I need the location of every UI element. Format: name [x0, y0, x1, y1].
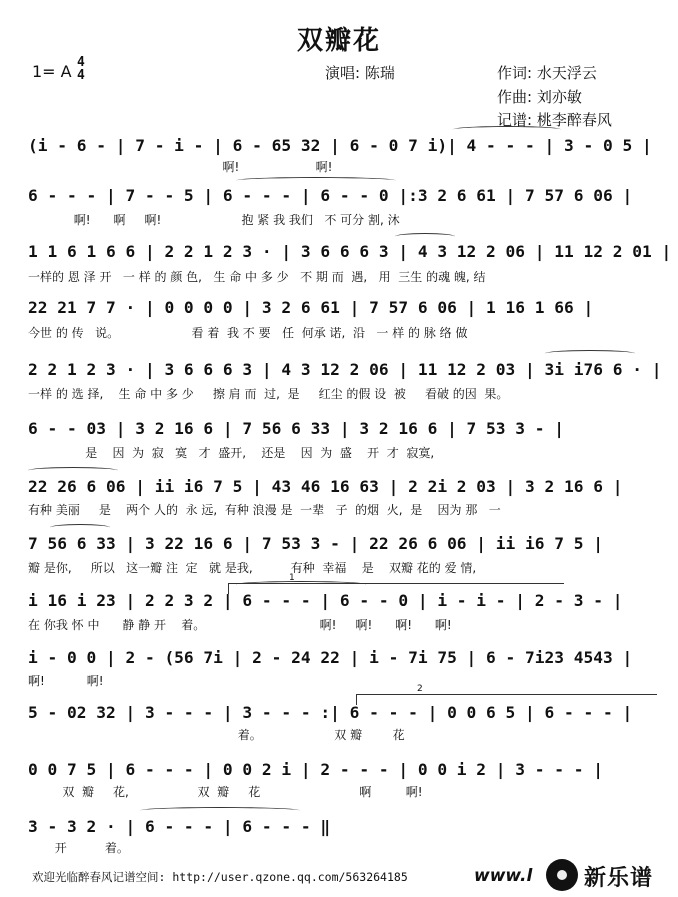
slur-mark	[28, 467, 118, 474]
time-signature	[77, 56, 85, 82]
lyrics-line: 着。 双 瓣 花	[28, 728, 405, 742]
notes-line: 6 - - 03 | 3 2 16 6 | 7 56 6 33 | 3 2 16 6 | 7 53 3 - |	[28, 419, 565, 438]
slur-mark	[236, 177, 396, 184]
slur-mark	[236, 581, 366, 588]
slur-mark	[140, 807, 300, 814]
slur-mark	[453, 126, 561, 133]
time-signature-bottom: 4	[77, 68, 85, 83]
song-title: 双瓣花	[296, 26, 381, 56]
lyrics-line: 在 你我 怀 中 静 静 开 着。 啊! 啊! 啊! 啊!	[28, 618, 452, 632]
key-signature: 1= A	[32, 62, 72, 81]
notes-line: 6 - - - | 7 - - 5 | 6 - - - | 6 - - 0 |:3 2 6 61 | 7 57 6 06 |	[28, 186, 633, 205]
lyrics-line: 一样的 恩 泽 开 一 样 的 颜 色, 生 命 中 多 少 不 期 而 遇, 用 三生 的魂 魄, 结	[28, 270, 486, 284]
slur-mark	[395, 233, 455, 240]
volta-2-label: 2	[417, 684, 423, 694]
watermark-site: www.l	[474, 866, 533, 886]
singer-credit: 演唱: 陈瑞	[325, 64, 395, 82]
lyrics-line: 啊! 啊!	[28, 674, 104, 688]
watermark-logo: 新乐谱	[584, 866, 654, 891]
lyrics-line: 今世 的 传 说。 看 着 我 不 要 任 何承 诺, 沿 一 样 的 脉 络 做	[28, 326, 468, 340]
footer-credit: 欢迎光临醉春风记谱空间: http://user.qzone.qq.com/563264185	[32, 870, 408, 884]
notes-line: 2 2 1 2 3 · | 3 6 6 6 3 | 4 3 12 2 06 | 11 12 2 03 | 3i i76 6 · |	[28, 360, 662, 379]
lyrics-line: 啊! 啊!	[28, 160, 333, 174]
record-disc-icon	[546, 859, 578, 891]
notes-line: i - 0 0 | 2 - (56 7i | 2 - 24 22 | i - 7i 75 | 6 - 7i23 4543 |	[28, 648, 633, 667]
lyrics-line: 开 着。	[28, 841, 129, 855]
lyrics-line: 一样 的 选 择, 生 命 中 多 少 擦 肩 而 过, 是 红尘 的假 设 被 看破 的因 果。	[28, 387, 509, 401]
time-signature-top: 4	[77, 55, 85, 70]
lyricist-credit: 作词: 水天浮云	[497, 64, 597, 82]
notes-line: i 16 i 23 | 2 2 3 2 | 6 - - - | 6 - - 0 | i - i - | 2 - 3 - |	[28, 591, 623, 610]
notes-line: 1 1 6 1 6 6 | 2 2 1 2 3 · | 3 6 6 6 3 | 4 3 12 2 06 | 11 12 2 01 |	[28, 242, 672, 261]
lyrics-line: 有种 美丽 是 两个 人的 永 远, 有种 浪漫 是 一辈 子 的烟 火, 是 因为 那 一	[28, 503, 501, 517]
notes-line: 0 0 7 5 | 6 - - - | 0 0 2 i | 2 - - - | 0 0 i 2 | 3 - - - |	[28, 760, 603, 779]
lyrics-line: 啊! 啊 啊! 抱 紧 我 我们 不 可分 割, 沐	[28, 213, 400, 227]
notes-line: 3 - 3 2 · | 6 - - - | 6 - - - ‖	[28, 817, 331, 836]
volta-1-label: 1	[289, 573, 295, 583]
notes-line: (i - 6 - | 7 - i - | 6 - 65 32 | 6 - 0 7 i)| 4 - - - | 3 - 0 5 |	[28, 136, 652, 155]
notes-line: 22 26 6 06 | ii i6 7 5 | 43 46 16 63 | 2 2i 2 03 | 3 2 16 6 |	[28, 477, 623, 496]
notes-line: 22 21 7 7 · | 0 0 0 0 | 3 2 6 61 | 7 57 6 06 | 1 16 1 66 |	[28, 298, 594, 317]
slur-mark	[545, 350, 635, 357]
notes-line: 7 56 6 33 | 3 22 16 6 | 7 53 3 - | 22 26 6 06 | ii i6 7 5 |	[28, 534, 603, 553]
lyrics-line: 是 因 为 寂 寞 才 盛开, 还是 因 为 盛 开 才 寂寞,	[28, 446, 435, 460]
slur-mark	[50, 524, 110, 531]
transcriber-credit: 记谱: 桃李醉春风	[497, 111, 612, 129]
notes-line: 5 - 02 32 | 3 - - - | 3 - - - :| 6 - - - | 0 0 6 5 | 6 - - - |	[28, 703, 633, 722]
lyrics-line: 双 瓣 花, 双 瓣 花 啊 啊!	[28, 785, 423, 799]
lyrics-line: 瓣 是你, 所以 这一瓣 注 定 就 是我, 有种 幸福 是 双瓣 花的 爱 情,	[28, 561, 477, 575]
composer-credit: 作曲: 刘亦敏	[497, 88, 582, 106]
